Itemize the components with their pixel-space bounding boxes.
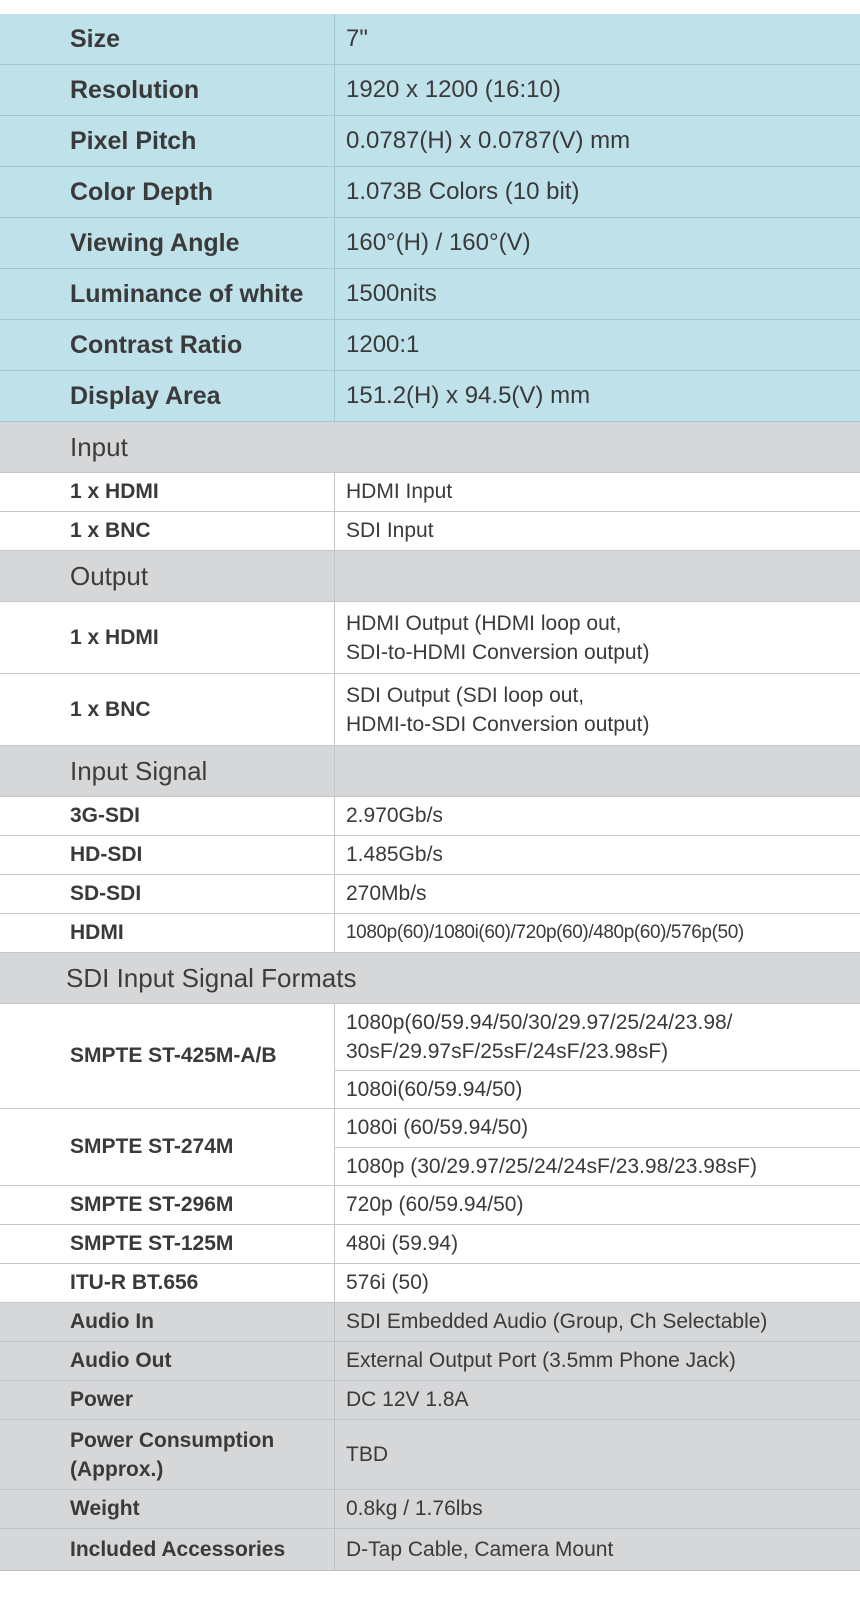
section-empty-cell: [334, 746, 860, 796]
spec-row-audio-in: [0, 1303, 860, 1342]
spec-value: 720p (60/59.94/50): [334, 1186, 860, 1224]
spec-row-viewing-angle: [0, 218, 860, 269]
spec-row-power-consumption: [0, 1420, 860, 1490]
spec-row-input-bnc: [0, 512, 860, 551]
section-empty-cell: [334, 551, 860, 601]
spec-label: SMPTE ST-296M: [70, 1193, 234, 1216]
spec-label: Included Accessories: [70, 1537, 286, 1561]
spec-label: [0, 1420, 334, 1489]
spec-value: 1080i(60/59.94/50): [335, 1070, 860, 1108]
spec-label: Display Area: [70, 381, 221, 410]
spec-label: 1 x HDMI: [70, 480, 159, 503]
spec-label: 3G-SDI: [70, 804, 141, 827]
spec-value-line: SDI-to-HDMI Conversion output): [346, 640, 650, 664]
spec-label: SMPTE ST-425M-A/B: [70, 1044, 277, 1067]
spec-label: Color Depth: [70, 177, 214, 206]
spec-value: 1080p(60)/1080i(60)/720p(60)/480p(60)/576p(50): [334, 914, 860, 952]
spec-label: SMPTE ST-125M: [70, 1232, 234, 1255]
spec-label: HDMI: [70, 921, 124, 944]
spec-value: 270Mb/s: [334, 875, 860, 913]
spec-row-contrast-ratio: [0, 320, 860, 371]
spec-row-power: [0, 1381, 860, 1420]
spec-row-output-hdmi: [0, 602, 860, 674]
spec-row-luminance: [0, 269, 860, 320]
spec-row-hd-sdi: [0, 836, 860, 875]
spec-label: ITU-R BT.656: [70, 1271, 199, 1294]
section-header-input: [0, 422, 860, 473]
spec-value: 2.970Gb/s: [334, 797, 860, 835]
spec-row-hdmi-signal: [0, 914, 860, 953]
spec-value: TBD: [334, 1420, 860, 1489]
section-title: SDI Input Signal Formats: [66, 962, 357, 993]
spec-label: SMPTE ST-274M: [70, 1135, 234, 1158]
section-header-sdi-formats: [0, 953, 860, 1004]
section-title: Input: [70, 431, 128, 462]
spec-value: 1.073B Colors (10 bit): [334, 167, 860, 217]
spec-label: Size: [70, 24, 121, 53]
section-header-input-signal: [0, 746, 860, 797]
spec-value: 7": [334, 14, 860, 64]
spec-table: [0, 14, 860, 1571]
spec-row-st125m: [0, 1225, 860, 1264]
spec-value-line: SDI Output (SDI loop out,: [346, 683, 585, 707]
spec-value: SDI Embedded Audio (Group, Ch Selectable): [334, 1303, 860, 1341]
spec-value: 576i (50): [334, 1264, 860, 1302]
spec-value: 0.8kg / 1.76lbs: [334, 1490, 860, 1528]
spec-label: Contrast Ratio: [70, 330, 243, 359]
spec-row-size: [0, 14, 860, 65]
spec-value: 480i (59.94): [334, 1225, 860, 1263]
spec-value: 1080i (60/59.94/50): [346, 1116, 529, 1139]
spec-label: Audio Out: [70, 1349, 172, 1372]
spec-row-output-bnc: [0, 674, 860, 746]
spec-value: [334, 602, 860, 673]
spec-value: 160°(H) / 160°(V): [334, 218, 860, 268]
spec-value: [334, 674, 860, 745]
spec-row-bt656: [0, 1264, 860, 1303]
spec-row-weight: [0, 1490, 860, 1529]
spec-row-included-accessories: [0, 1529, 860, 1571]
spec-label: Pixel Pitch: [70, 126, 197, 155]
spec-row-st296m: [0, 1186, 860, 1225]
spec-value: 151.2(H) x 94.5(V) mm: [334, 371, 860, 421]
spec-label: Viewing Angle: [70, 228, 240, 257]
spec-value: [335, 1004, 860, 1070]
spec-value-line: 1080p(60/59.94/50/30/29.97/25/24/23.98/: [346, 1011, 733, 1034]
spec-row-sd-sdi: [0, 875, 860, 914]
spec-value: D-Tap Cable, Camera Mount: [334, 1529, 860, 1570]
spec-label: Audio In: [70, 1310, 154, 1333]
spec-label: HD-SDI: [70, 843, 143, 866]
spec-value: 1500nits: [334, 269, 860, 319]
spec-value: HDMI Input: [334, 473, 860, 511]
spec-label: 1 x HDMI: [70, 625, 159, 649]
spec-value: SDI Input: [334, 512, 860, 550]
section-title: Output: [70, 560, 149, 591]
spec-value: DC 12V 1.8A: [334, 1381, 860, 1419]
spec-row-color-depth: [0, 167, 860, 218]
spec-label: 1 x BNC: [70, 519, 151, 542]
spec-label: Weight: [70, 1497, 140, 1520]
spec-label: Resolution: [70, 75, 200, 104]
spec-row-audio-out: [0, 1342, 860, 1381]
spec-value: 1920 x 1200 (16:10): [334, 65, 860, 115]
spec-row-resolution: [0, 65, 860, 116]
spec-label: 1 x BNC: [70, 697, 151, 721]
spec-label: Power: [70, 1388, 134, 1411]
spec-value: 1.485Gb/s: [334, 836, 860, 874]
spec-value-line: HDMI-to-SDI Conversion output): [346, 712, 650, 736]
spec-value: External Output Port (3.5mm Phone Jack): [334, 1342, 860, 1380]
spec-value-line: HDMI Output (HDMI loop out,: [346, 611, 622, 635]
spec-row-3g-sdi: [0, 797, 860, 836]
section-header-output: [0, 551, 860, 602]
spec-row-input-hdmi: [0, 473, 860, 512]
spec-value: 1080p (30/29.97/25/24/24sF/23.98/23.98sF): [335, 1147, 860, 1185]
spec-label: Luminance of white: [70, 279, 304, 308]
spec-value: 1200:1: [334, 320, 860, 370]
section-title: Input Signal: [70, 755, 208, 786]
spec-label-line: Power Consumption: [70, 1428, 275, 1452]
spec-row-pixel-pitch: [0, 116, 860, 167]
spec-label: SD-SDI: [70, 882, 142, 905]
spec-row-display-area: [0, 371, 860, 422]
spec-value-line: 30sF/29.97sF/25sF/24sF/23.98sF): [346, 1040, 669, 1063]
spec-value: 0.0787(H) x 0.0787(V) mm: [334, 116, 860, 166]
spec-group-st425m: [0, 1004, 860, 1109]
spec-group-st274m: [0, 1109, 860, 1186]
spec-label-line: (Approx.): [70, 1457, 164, 1481]
